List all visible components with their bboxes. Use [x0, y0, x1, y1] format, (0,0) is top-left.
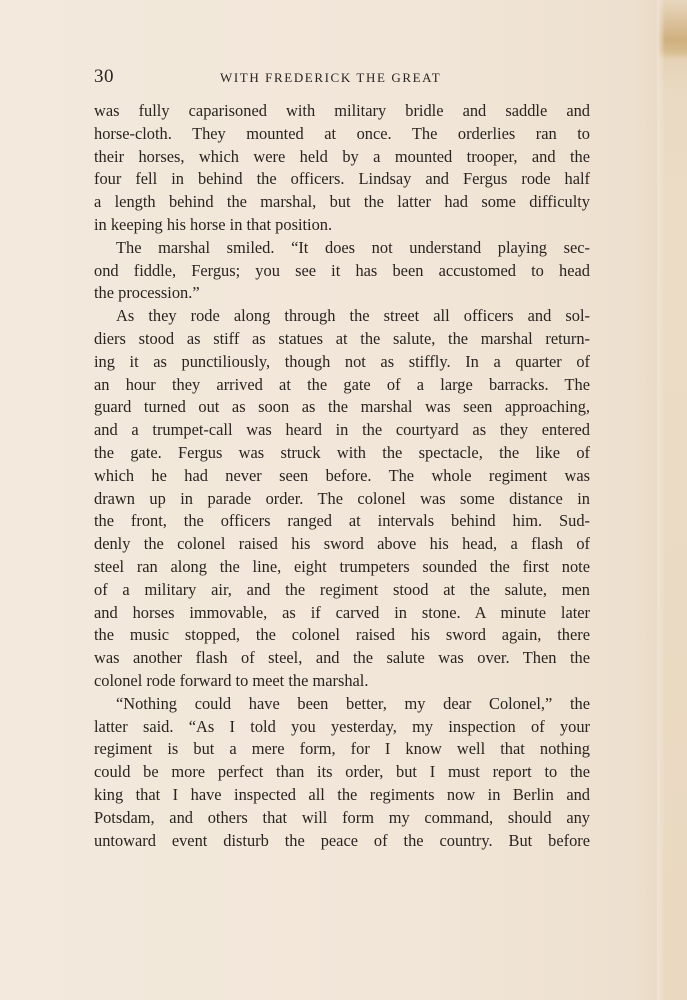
text-line: king that I have inspected all the regiments now in Berlin and	[94, 784, 590, 804]
text-line: colonel rode forward to meet the marshal.	[94, 670, 369, 690]
running-head: WITH FREDERICK THE GREAT	[220, 70, 442, 85]
text-line: and a trumpet-call was heard in the courtyard as they entered	[94, 420, 590, 440]
text-line: untoward event disturb the peace of the country. But before	[94, 830, 590, 850]
text-line: horse-cloth. They mounted at once. The orderlies ran to	[94, 123, 590, 143]
text-line: a length behind the marshal, but the latter had some difficulty	[94, 192, 590, 212]
text-line: of a military air, and the regiment stood at the salute, men	[94, 579, 590, 599]
text-line: ing it as punctiliously, though not as stiffly. In a quarter of	[94, 351, 590, 371]
text-line: drawn up in parade order. The colonel was some distance in	[94, 488, 590, 508]
text-line: latter said. “As I told you yesterday, my inspection of your	[94, 716, 590, 736]
text-line: regiment is but a mere form, for I know well that nothing	[94, 739, 590, 759]
page-number: 30	[94, 66, 114, 87]
page-edge-shadow	[657, 0, 687, 1000]
text-line: could be more perfect than its order, but I must report to the	[94, 762, 590, 782]
text-line: was another flash of steel, and the salute was over. Then the	[94, 648, 590, 668]
text-line: the procession.”	[94, 283, 200, 303]
text-line: “Nothing could have been better, my dear Colonel,” the	[116, 693, 590, 713]
text-line: was fully caparisoned with military bridle and saddle and	[94, 101, 590, 120]
text-line: and horses immovable, as if carved in stone. A minute later	[94, 602, 590, 622]
text-line: which he had never seen before. The whole regiment was	[94, 465, 590, 485]
text-line: As they rode along through the street all officers and sol-	[116, 306, 590, 326]
text-line: their horses, which were held by a mounted trooper, and the	[94, 146, 590, 166]
text-line: an hour they arrived at the gate of a large barracks. The	[94, 374, 590, 394]
text-line: The marshal smiled. “It does not understand playing sec-	[116, 237, 590, 257]
text-line: denly the colonel raised his sword above his head, a flash of	[94, 534, 590, 554]
text-line: Potsdam, and others that will form my command, should any	[94, 807, 590, 827]
text-line: in keeping his horse in that position.	[94, 214, 333, 234]
body-text	[94, 100, 590, 852]
text-line: steel ran along the line, eight trumpeters sounded the first note	[94, 556, 590, 576]
text-line: guard turned out as soon as the marshal was seen approaching,	[94, 397, 590, 417]
text-line: the front, the officers ranged at intervals behind him. Sud-	[94, 511, 590, 531]
text-line: four fell in behind the officers. Lindsay and Fergus rode half	[94, 169, 590, 189]
text-line: diers stood as stiff as statues at the salute, the marshal return-	[94, 328, 590, 348]
text-line: ond fiddle, Fergus; you see it has been accustomed to head	[94, 260, 590, 280]
text-line: the gate. Fergus was struck with the spectacle, the like of	[94, 442, 590, 462]
page-header	[94, 66, 594, 90]
text-line: the music stopped, the colonel raised his sword again, there	[94, 625, 590, 645]
